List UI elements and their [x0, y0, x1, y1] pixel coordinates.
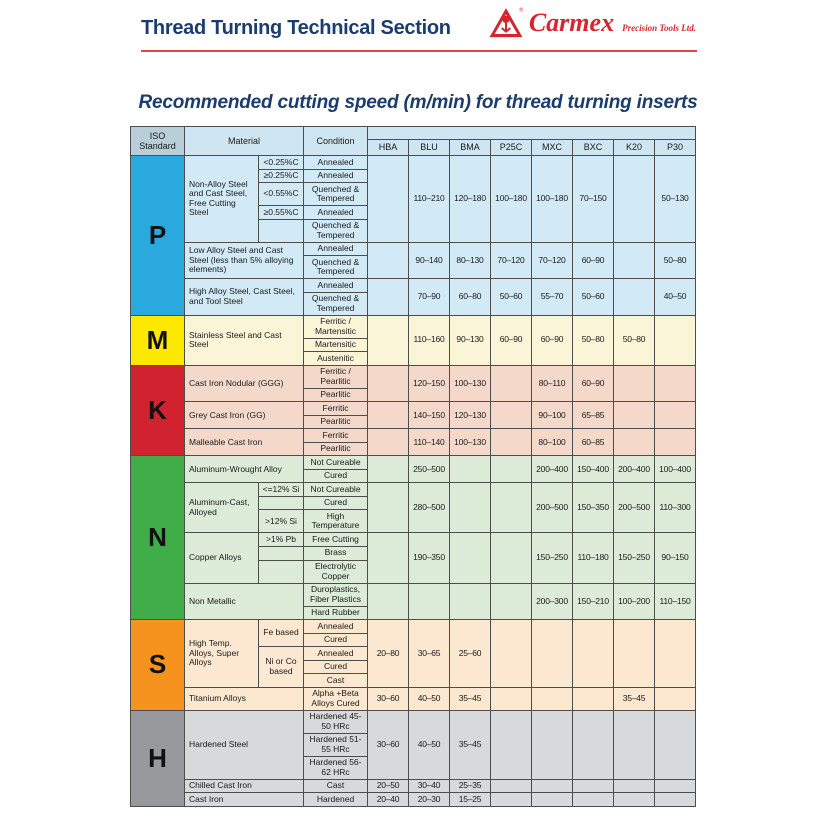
speed-value-bma: 25–60 — [450, 620, 491, 688]
material-cell: Cast Iron Nodular (GGG) — [185, 365, 304, 402]
condition-cell: Annealed — [304, 156, 368, 170]
condition-cell: Ferritic / Martensitic — [304, 315, 368, 338]
sub-material-cell: ≥0.25%C — [259, 169, 304, 183]
condition-cell: Martensitic — [304, 338, 368, 352]
speed-value-blu — [409, 583, 450, 620]
speed-value-p25c — [491, 483, 532, 533]
condition-cell: Quenched & Tempered — [304, 183, 368, 206]
brand-logo — [488, 6, 696, 40]
speed-value-k20: 35–45 — [614, 687, 655, 710]
table-row — [131, 456, 696, 470]
speed-value-p25c — [491, 429, 532, 456]
speed-value-mxc: 90–100 — [532, 402, 573, 429]
table-container — [130, 126, 696, 807]
speed-value-k20 — [614, 793, 655, 807]
speed-value-bxc: 50–60 — [573, 279, 614, 316]
speed-value-k20 — [614, 402, 655, 429]
condition-cell: Cured — [304, 633, 368, 647]
speed-value-p30 — [655, 793, 696, 807]
speed-value-bma — [450, 483, 491, 533]
speed-value-p25c — [491, 402, 532, 429]
speed-value-bma: 60–80 — [450, 279, 491, 316]
material-cell: High Alloy Steel, Cast Steel, and Tool Steel — [185, 279, 304, 316]
condition-cell: Alpha +Beta Alloys Cured — [304, 687, 368, 710]
speed-value-blu: 110–210 — [409, 156, 450, 243]
condition-cell: Annealed — [304, 620, 368, 634]
speed-value-k20: 150–250 — [614, 533, 655, 583]
iso-section-m: M — [131, 315, 185, 365]
brand-tagline: Precision Tools Ltd. — [622, 23, 696, 33]
col-header-hba: HBA — [368, 140, 409, 156]
condition-cell: Cured — [304, 469, 368, 483]
speed-value-k20 — [614, 779, 655, 793]
col-header-mxc: MXC — [532, 140, 573, 156]
speed-value-bxc: 150–350 — [573, 483, 614, 533]
speed-value-bxc — [573, 793, 614, 807]
condition-cell: Hardened — [304, 793, 368, 807]
condition-cell: Cast — [304, 779, 368, 793]
speed-value-bma — [450, 533, 491, 583]
table-row — [131, 533, 696, 547]
condition-cell: Cast — [304, 674, 368, 688]
condition-cell: Annealed — [304, 206, 368, 220]
sub-material-cell: <=12% Si — [259, 483, 304, 497]
speed-value-bma: 35–45 — [450, 687, 491, 710]
table-row — [131, 483, 696, 497]
sub-material-cell: >1% Pb — [259, 533, 304, 547]
speed-value-bma: 100–130 — [450, 429, 491, 456]
speed-value-bma: 120–180 — [450, 156, 491, 243]
speed-value-bxc — [573, 779, 614, 793]
speed-value-p25c — [491, 583, 532, 620]
speed-value-mxc — [532, 620, 573, 688]
condition-cell: Quenched & Tempered — [304, 219, 368, 242]
speed-value-bma: 90–130 — [450, 315, 491, 365]
sub-material-cell — [259, 546, 304, 560]
speed-value-bma — [450, 456, 491, 483]
speed-value-k20 — [614, 620, 655, 688]
condition-header: Condition — [304, 127, 368, 156]
header-row — [131, 127, 696, 140]
condition-cell: Brass — [304, 546, 368, 560]
table-head — [131, 127, 696, 156]
condition-cell: High Temperature — [304, 510, 368, 533]
table-row — [131, 710, 696, 733]
speed-value-hba — [368, 456, 409, 483]
speed-value-p25c — [491, 365, 532, 402]
condition-cell: Quenched & Tempered — [304, 256, 368, 279]
speed-value-hba — [368, 315, 409, 365]
col-header-bxc: BXC — [573, 140, 614, 156]
speed-value-p30: 110–300 — [655, 483, 696, 533]
table-row — [131, 429, 696, 443]
speed-value-blu: 40–50 — [409, 687, 450, 710]
iso-section-s: S — [131, 620, 185, 711]
condition-cell: Not Cureable — [304, 483, 368, 497]
speed-value-mxc: 70–120 — [532, 242, 573, 279]
speed-value-hba — [368, 429, 409, 456]
col-header-blu: BLU — [409, 140, 450, 156]
table-row — [131, 315, 696, 338]
material-cell: Grey Cast Iron (GG) — [185, 402, 304, 429]
condition-cell: Ferritic / Pearlitic — [304, 365, 368, 388]
speed-value-hba: 20–80 — [368, 620, 409, 688]
condition-cell: Cured — [304, 496, 368, 510]
speed-value-p30 — [655, 429, 696, 456]
speed-value-bma: 25–35 — [450, 779, 491, 793]
speed-value-k20 — [614, 279, 655, 316]
brand-name: Carmex — [528, 8, 615, 37]
condition-cell: Free Cutting — [304, 533, 368, 547]
speed-value-blu: 40–50 — [409, 710, 450, 779]
table-row — [131, 242, 696, 256]
speed-value-k20 — [614, 365, 655, 402]
speed-value-hba — [368, 402, 409, 429]
condition-cell: Annealed — [304, 279, 368, 293]
speed-value-blu: 280–500 — [409, 483, 450, 533]
speed-value-hba — [368, 365, 409, 402]
material-cell: Hardened Steel — [185, 710, 304, 779]
speed-value-k20 — [614, 429, 655, 456]
iso-section-p: P — [131, 156, 185, 316]
speed-value-p25c — [491, 456, 532, 483]
material-cell: Non-Alloy Steel and Cast Steel, Free Cutting Steel — [185, 156, 259, 243]
speed-value-bxc: 50–80 — [573, 315, 614, 365]
speed-value-p25c — [491, 687, 532, 710]
speed-value-mxc: 100–180 — [532, 156, 573, 243]
sub-material-cell: >12% Si — [259, 510, 304, 533]
condition-cell: Annealed — [304, 647, 368, 661]
speed-value-hba: 30–60 — [368, 687, 409, 710]
speed-value-bma: 15–25 — [450, 793, 491, 807]
table-row — [131, 365, 696, 388]
speed-value-bma: 80–130 — [450, 242, 491, 279]
speed-value-p25c: 70–120 — [491, 242, 532, 279]
col-header-p30: P30 — [655, 140, 696, 156]
main-title: Recommended cutting speed (m/min) for thread turning inserts — [138, 92, 698, 113]
condition-cell: Annealed — [304, 242, 368, 256]
iso-section-k: K — [131, 365, 185, 456]
condition-cell: Not Cureable — [304, 456, 368, 470]
speed-value-bxc: 60–90 — [573, 242, 614, 279]
table-row — [131, 156, 696, 170]
iso-section-h: H — [131, 710, 185, 806]
material-cell: Chilled Cast Iron — [185, 779, 304, 793]
speed-value-bma: 35–45 — [450, 710, 491, 779]
speed-value-blu: 140–150 — [409, 402, 450, 429]
speed-value-bxc: 70–150 — [573, 156, 614, 243]
speed-table — [130, 126, 696, 807]
speed-value-p30: 110–150 — [655, 583, 696, 620]
table-row — [131, 402, 696, 416]
speed-value-bxc: 60–90 — [573, 365, 614, 402]
speed-value-p30: 50–80 — [655, 242, 696, 279]
speed-value-p25c — [491, 793, 532, 807]
speed-value-hba: 20–50 — [368, 779, 409, 793]
speed-value-blu: 20–30 — [409, 793, 450, 807]
speed-value-k20: 50–80 — [614, 315, 655, 365]
header-rule — [141, 50, 697, 52]
condition-cell: Hardened 56-62 HRc — [304, 756, 368, 779]
material-cell: Malleable Cast Iron — [185, 429, 304, 456]
speed-value-blu: 250–500 — [409, 456, 450, 483]
speed-value-mxc — [532, 687, 573, 710]
condition-cell: Hard Rubber — [304, 606, 368, 620]
speed-value-mxc: 60–90 — [532, 315, 573, 365]
speed-value-bma: 100–130 — [450, 365, 491, 402]
speed-value-mxc — [532, 710, 573, 779]
table-row — [131, 583, 696, 606]
speed-value-k20 — [614, 242, 655, 279]
speed-value-mxc: 80–110 — [532, 365, 573, 402]
speed-value-p25c: 60–90 — [491, 315, 532, 365]
speed-value-bma — [450, 583, 491, 620]
speed-value-p25c: 100–180 — [491, 156, 532, 243]
material-header: Material — [185, 127, 304, 156]
speed-value-blu: 30–65 — [409, 620, 450, 688]
condition-cell: Ferritic — [304, 402, 368, 416]
speed-value-p30: 40–50 — [655, 279, 696, 316]
material-cell: Low Alloy Steel and Cast Steel (less than 5% alloying elements) — [185, 242, 304, 279]
speed-value-mxc: 200–400 — [532, 456, 573, 483]
speed-value-hba: 20–40 — [368, 793, 409, 807]
speed-value-hba: 30–60 — [368, 710, 409, 779]
sub-material-cell — [259, 496, 304, 510]
speed-value-mxc: 55–70 — [532, 279, 573, 316]
speed-value-bxc: 150–210 — [573, 583, 614, 620]
speed-value-p30 — [655, 687, 696, 710]
iso-standard-header: ISO Standard — [131, 127, 185, 156]
speed-value-p30 — [655, 315, 696, 365]
condition-cell: Pearlitic — [304, 388, 368, 402]
speed-value-blu: 90–140 — [409, 242, 450, 279]
speed-value-bxc — [573, 710, 614, 779]
speed-value-blu: 30–40 — [409, 779, 450, 793]
speed-value-k20 — [614, 710, 655, 779]
speed-value-bxc: 150–400 — [573, 456, 614, 483]
page-title: Thread Turning Technical Section — [141, 17, 451, 39]
speed-value-p30 — [655, 620, 696, 688]
sub-material-cell: <0.55%C — [259, 183, 304, 206]
speed-value-hba — [368, 279, 409, 316]
speed-value-hba — [368, 583, 409, 620]
speed-value-bxc — [573, 687, 614, 710]
speed-value-blu: 110–160 — [409, 315, 450, 365]
speed-value-p30 — [655, 779, 696, 793]
material-cell: High Temp. Alloys, Super Alloys — [185, 620, 259, 688]
sub-material-cell: Ni or Co based — [259, 647, 304, 688]
speed-value-bxc: 65–85 — [573, 402, 614, 429]
sub-material-cell: ≥0.55%C — [259, 206, 304, 220]
table-row — [131, 620, 696, 634]
speed-value-p30 — [655, 710, 696, 779]
speed-value-p30: 50–130 — [655, 156, 696, 243]
table-row — [131, 279, 696, 293]
speed-value-k20 — [614, 156, 655, 243]
iso-section-n: N — [131, 456, 185, 620]
condition-cell: Quenched & Tempered — [304, 292, 368, 315]
condition-cell: Pearlitic — [304, 442, 368, 456]
material-cell: Aluminum-Cast, Alloyed — [185, 483, 259, 533]
condition-cell: Hardened 45-50 HRc — [304, 710, 368, 733]
speed-value-bxc: 60–85 — [573, 429, 614, 456]
speed-value-p25c — [491, 779, 532, 793]
speed-value-hba — [368, 156, 409, 243]
grades-spacer-cell — [368, 127, 696, 140]
condition-cell: Annealed — [304, 169, 368, 183]
speed-value-mxc: 150–250 — [532, 533, 573, 583]
speed-value-blu: 120–150 — [409, 365, 450, 402]
speed-value-hba — [368, 242, 409, 279]
registered-mark: ® — [519, 7, 524, 14]
speed-value-blu: 110–140 — [409, 429, 450, 456]
table-row — [131, 687, 696, 710]
speed-value-p25c — [491, 620, 532, 688]
material-cell: Titanium Alloys — [185, 687, 304, 710]
speed-value-mxc: 200–300 — [532, 583, 573, 620]
speed-value-p30 — [655, 402, 696, 429]
speed-value-hba — [368, 483, 409, 533]
speed-value-bxc: 110–180 — [573, 533, 614, 583]
condition-cell: Ferritic — [304, 429, 368, 443]
condition-cell: Electrolytic Copper — [304, 560, 368, 583]
speed-value-p30: 100–400 — [655, 456, 696, 483]
sub-material-cell — [259, 219, 304, 242]
table-body — [131, 156, 696, 807]
speed-value-p30: 90–150 — [655, 533, 696, 583]
col-header-p25c: P25C — [491, 140, 532, 156]
sub-material-cell: Fe based — [259, 620, 304, 647]
speed-value-k20: 100–200 — [614, 583, 655, 620]
speed-value-blu: 70–90 — [409, 279, 450, 316]
speed-value-p25c: 50–60 — [491, 279, 532, 316]
condition-cell: Duroplastics, Fiber Plastics — [304, 583, 368, 606]
carmex-triangle-icon — [488, 6, 524, 40]
speed-value-mxc — [532, 779, 573, 793]
condition-cell: Pearlitic — [304, 415, 368, 429]
material-cell: Stainless Steel and Cast Steel — [185, 315, 304, 365]
speed-value-k20: 200–400 — [614, 456, 655, 483]
table-row — [131, 779, 696, 793]
speed-value-p30 — [655, 365, 696, 402]
material-cell: Non Metallic — [185, 583, 304, 620]
condition-cell: Austenitic — [304, 352, 368, 366]
speed-value-hba — [368, 533, 409, 583]
material-cell: Aluminum-Wrought Alloy — [185, 456, 304, 483]
material-cell: Copper Alloys — [185, 533, 259, 583]
condition-cell: Hardened 51-55 HRc — [304, 733, 368, 756]
speed-value-mxc: 80–100 — [532, 429, 573, 456]
col-header-bma: BMA — [450, 140, 491, 156]
material-cell: Cast Iron — [185, 793, 304, 807]
sub-material-cell — [259, 560, 304, 583]
speed-value-mxc — [532, 793, 573, 807]
speed-value-p25c — [491, 533, 532, 583]
sub-material-cell: <0.25%C — [259, 156, 304, 170]
speed-value-mxc: 200–500 — [532, 483, 573, 533]
speed-value-k20: 200–500 — [614, 483, 655, 533]
speed-value-p25c — [491, 710, 532, 779]
speed-value-bma: 120–130 — [450, 402, 491, 429]
speed-value-blu: 190–350 — [409, 533, 450, 583]
table-row — [131, 793, 696, 807]
col-header-k20: K20 — [614, 140, 655, 156]
condition-cell: Cured — [304, 660, 368, 674]
speed-value-bxc — [573, 620, 614, 688]
